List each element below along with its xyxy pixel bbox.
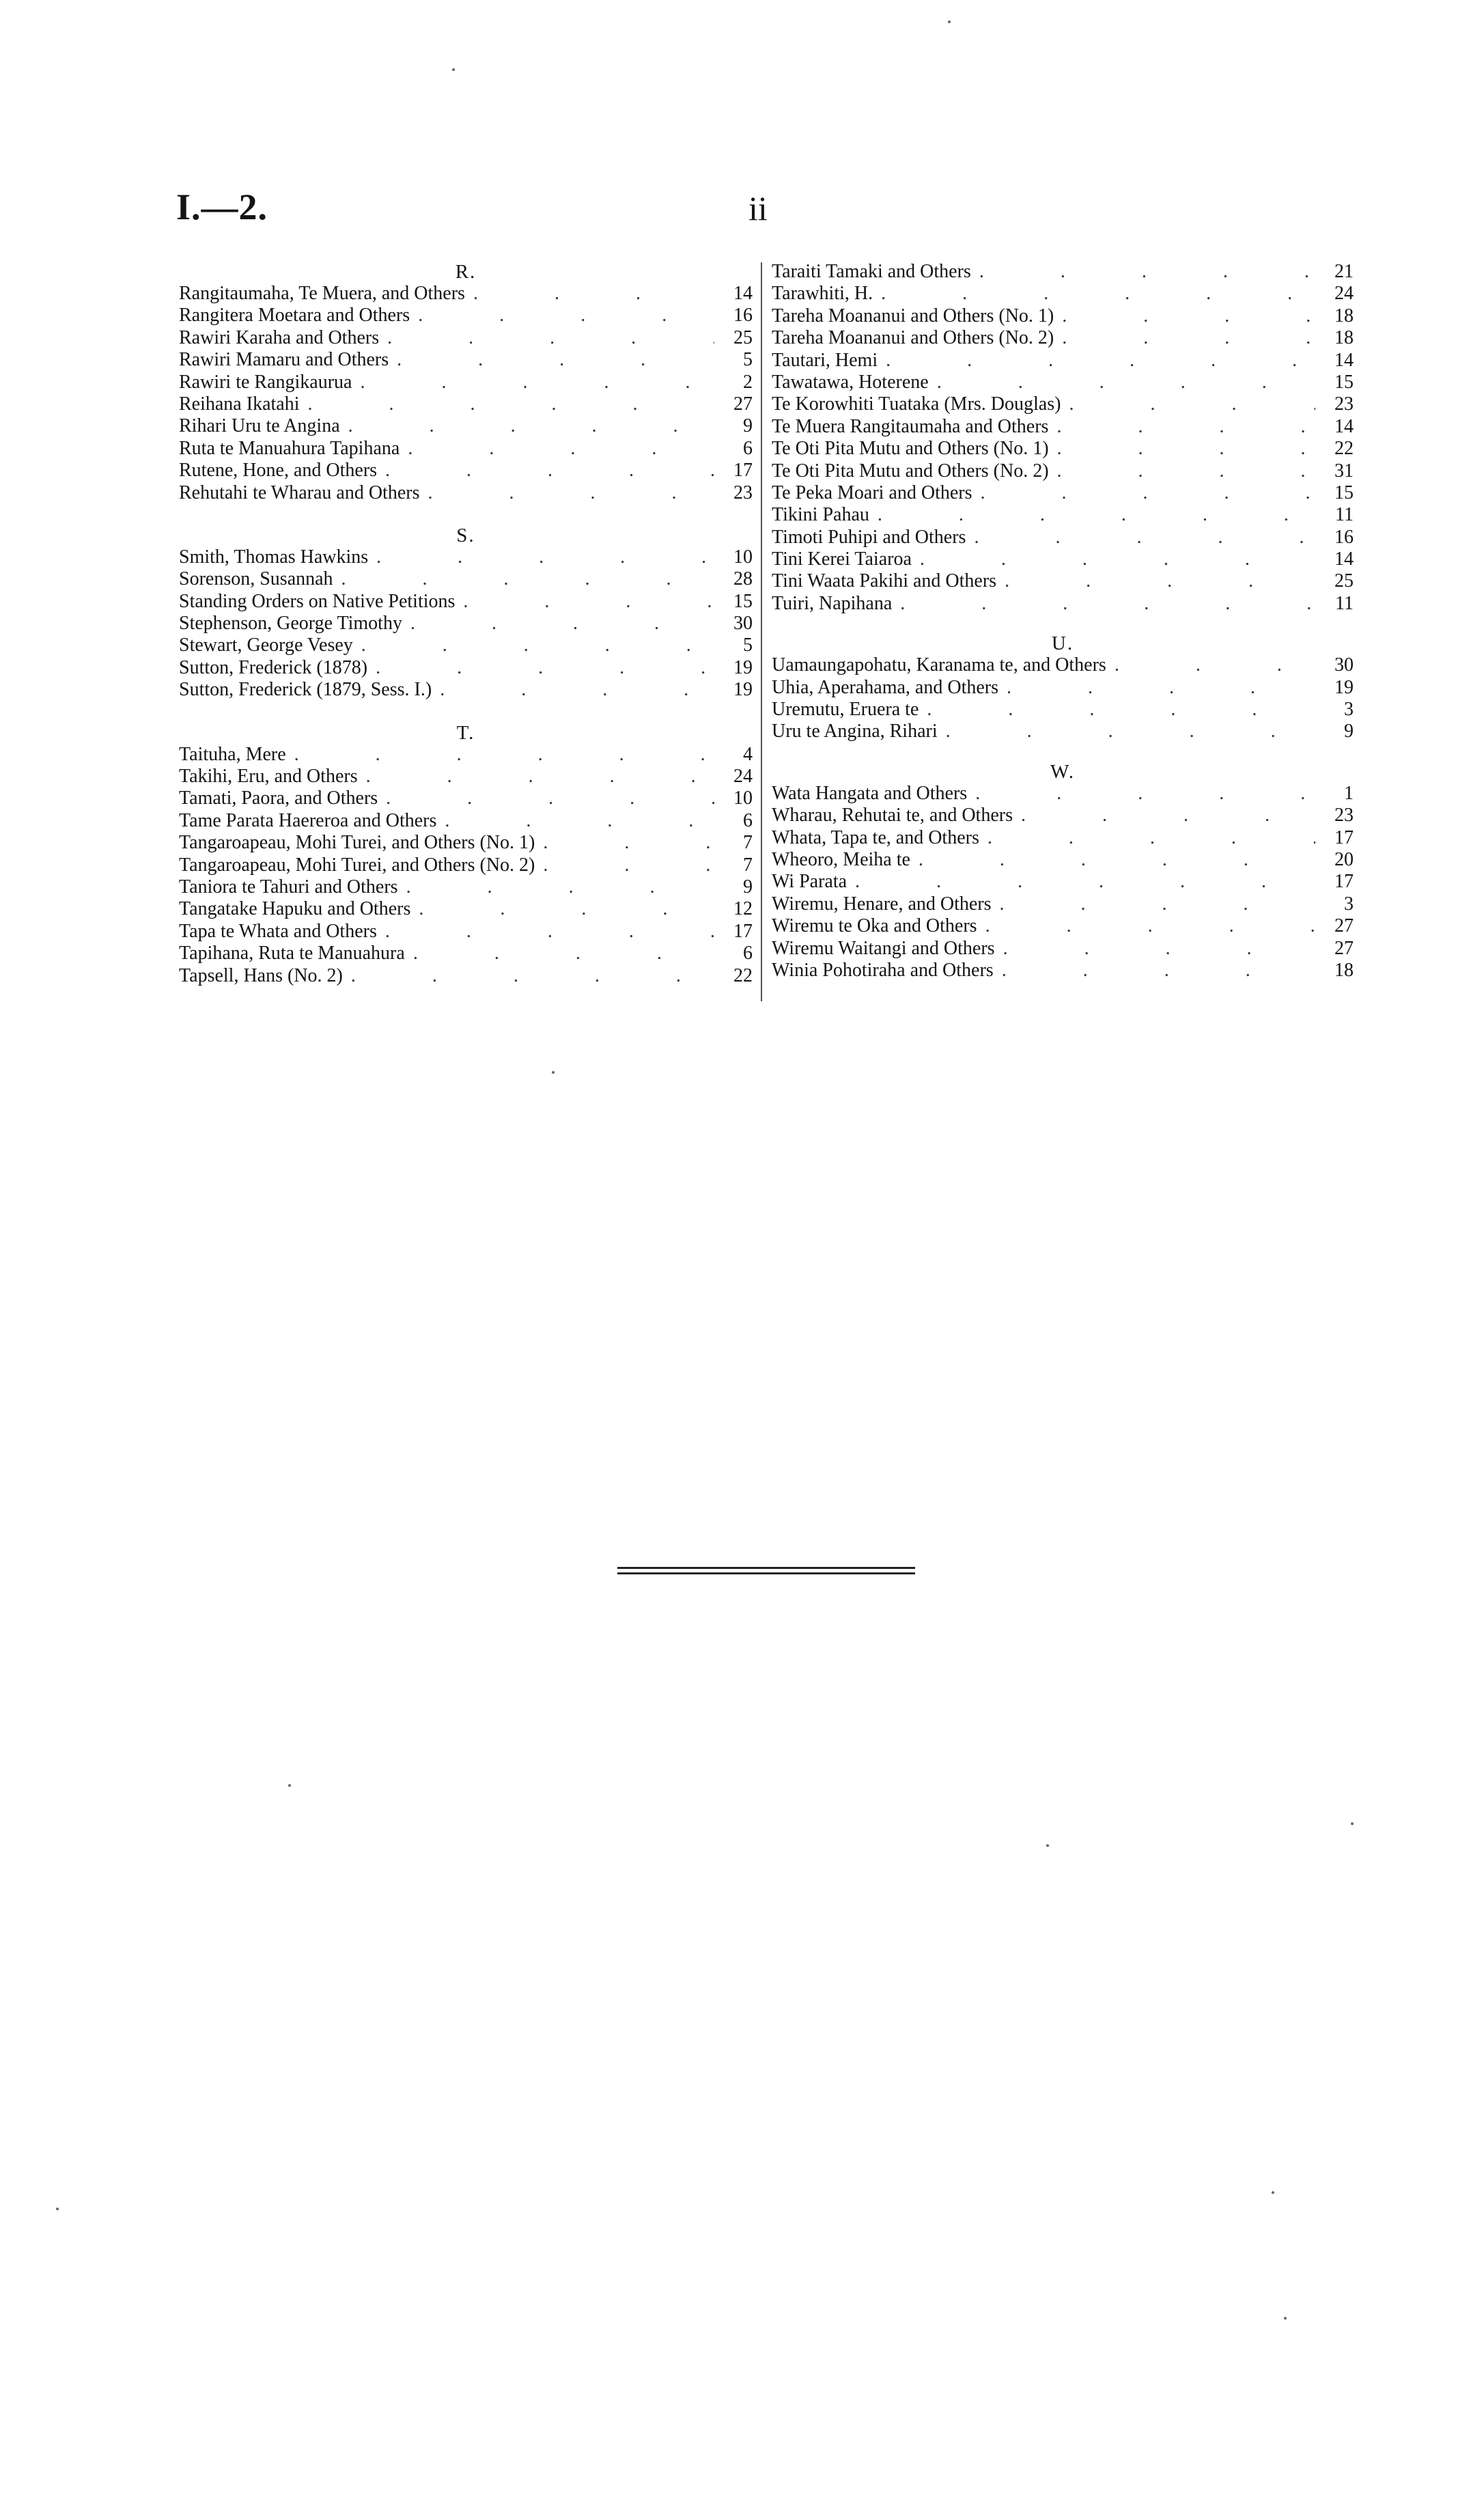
- entry-page-number: 10: [733, 546, 753, 568]
- entry-name: Wata Hangata and Others: [772, 782, 968, 804]
- entry-name: Rehutahi te Wharau and Others: [179, 482, 420, 503]
- entry-name: Timoti Puhipi and Others: [772, 526, 966, 548]
- entry-page-number: 23: [1334, 393, 1354, 415]
- entry-page-number: 19: [733, 656, 753, 678]
- index-entry: [179, 349, 753, 371]
- entry-page-number: 17: [1334, 826, 1354, 848]
- index-entry: [179, 744, 753, 766]
- entry-page-number: 15: [1334, 482, 1354, 503]
- entry-page-number: 27: [1334, 937, 1354, 959]
- entry-name: Uamaungapohatu, Karanama te, and Others: [772, 654, 1106, 676]
- entry-name: Takihi, Eru, and Others: [179, 766, 358, 788]
- index-entry: [772, 416, 1354, 438]
- entry-name: Rawiri Karaha and Others: [179, 326, 380, 348]
- index-entry: [179, 591, 753, 613]
- index-entry: [772, 915, 1354, 937]
- entry-name: Tareha Moananui and Others (No. 1): [772, 305, 1054, 326]
- entry-name: Stewart, George Vesey: [179, 635, 353, 656]
- dot-leader: [1054, 305, 1315, 327]
- entry-page-number: 18: [1334, 305, 1354, 326]
- entry-page-number: 6: [743, 437, 753, 459]
- entry-name: Tareha Moananui and Others (No. 2): [772, 327, 1054, 349]
- entry-name: Rawiri te Rangikaurua: [179, 371, 352, 393]
- index-entry: [772, 261, 1354, 283]
- index-entry: [772, 350, 1354, 372]
- entry-name: Tikini Pahau: [772, 504, 869, 526]
- index-entry: [772, 654, 1354, 676]
- dot-leader: [873, 283, 1315, 305]
- entry-page-number: 6: [743, 809, 753, 831]
- scan-speck: [948, 20, 951, 23]
- entry-page-number: 24: [1334, 283, 1354, 305]
- scan-speck: [56, 2208, 59, 2210]
- index-left-column: [179, 261, 753, 987]
- entry-page-number: 21: [1334, 261, 1354, 282]
- dot-leader: [367, 657, 714, 679]
- entry-page-number: 19: [733, 679, 753, 701]
- entry-page-number: 17: [733, 920, 753, 942]
- dot-leader: [979, 827, 1315, 849]
- entry-page-number: 2: [743, 371, 753, 393]
- index-right-column: [772, 261, 1354, 982]
- entry-name: Te Peka Moari and Others: [772, 482, 972, 503]
- entry-page-number: 20: [1334, 848, 1354, 870]
- scan-speck: [1046, 1844, 1049, 1847]
- index-entry: [179, 482, 753, 504]
- index-entry: [772, 372, 1354, 393]
- index-entry: [772, 938, 1354, 960]
- entry-name: Uremutu, Eruera te: [772, 699, 919, 721]
- closing-rule-top: [617, 1567, 915, 1569]
- entry-page-number: 27: [1334, 915, 1354, 937]
- entry-page-number: 18: [1334, 959, 1354, 981]
- entry-name: Te Muera Rangitaumaha and Others: [772, 415, 1049, 437]
- entry-name: Winia Pohotiraha and Others: [772, 959, 994, 981]
- dot-leader: [402, 613, 714, 635]
- entry-page-number: 11: [1335, 504, 1354, 526]
- dot-leader: [912, 548, 1315, 570]
- entry-name: Rawiri Mamaru and Others: [179, 349, 389, 371]
- dot-leader: [910, 849, 1315, 871]
- dot-leader: [432, 679, 714, 701]
- index-entry: [179, 460, 753, 482]
- dot-leader: [419, 482, 714, 504]
- dot-leader: [410, 305, 714, 326]
- section-letter-heading: U.: [1051, 632, 1074, 655]
- entry-page-number: 7: [743, 854, 753, 876]
- dot-leader: [1061, 393, 1315, 415]
- entry-name: Tamati, Paora, and Others: [179, 788, 378, 809]
- entry-page-number: 15: [1334, 371, 1354, 393]
- section-spacer: [772, 743, 1354, 761]
- dot-leader: [436, 810, 714, 832]
- entry-name: Wharau, Rehutai te, and Others: [772, 805, 1013, 826]
- index-entry: [179, 327, 753, 349]
- entry-page-number: 24: [733, 766, 753, 788]
- index-entry: [179, 832, 753, 854]
- entry-name: Tawatawa, Hoterene: [772, 371, 929, 393]
- dot-leader: [1049, 438, 1315, 460]
- entry-page-number: 27: [733, 393, 753, 415]
- entry-name: Whata, Tapa te, and Others: [772, 826, 979, 848]
- entry-name: Rihari Uru te Angina: [179, 415, 340, 437]
- entry-name: Smith, Thomas Hawkins: [179, 546, 369, 568]
- dot-leader: [410, 898, 714, 920]
- index-entry: [772, 527, 1354, 548]
- index-entry: [772, 827, 1354, 849]
- index-entry: [179, 657, 753, 679]
- entry-name: Tarawhiti, H.: [772, 283, 873, 305]
- dot-leader: [892, 593, 1315, 615]
- entry-name: Wiremu, Henare, and Others: [772, 893, 992, 915]
- index-entry: [179, 679, 753, 701]
- index-entry: [772, 849, 1354, 871]
- entry-page-number: 12: [733, 898, 753, 920]
- index-entry: [772, 960, 1354, 982]
- index-entry: [772, 460, 1354, 482]
- dot-leader: [938, 721, 1315, 742]
- entry-page-number: 9: [743, 415, 753, 437]
- entry-page-number: 17: [1334, 871, 1354, 893]
- index-entry: [772, 283, 1354, 305]
- entry-page-number: 5: [743, 635, 753, 656]
- section-spacer: [179, 701, 753, 722]
- dot-leader: [996, 570, 1315, 592]
- entry-name: Tini Kerei Taiaroa: [772, 548, 912, 570]
- dot-leader: [400, 438, 714, 460]
- entry-name: Taniora te Tahuri and Others: [179, 876, 398, 898]
- dot-leader: [1013, 805, 1315, 826]
- entry-page-number: 9: [743, 876, 753, 898]
- dot-leader: [333, 568, 714, 590]
- dot-leader: [379, 327, 714, 349]
- scan-speck: [552, 1071, 555, 1074]
- entry-page-number: 22: [733, 964, 753, 986]
- entry-name: Te Oti Pita Mutu and Others (No. 2): [772, 460, 1049, 482]
- dot-leader: [994, 960, 1315, 982]
- entry-name: Wiremu te Oka and Others: [772, 915, 977, 937]
- entry-name: Tapsell, Hans (No. 2): [179, 964, 343, 986]
- index-entry: [179, 766, 753, 788]
- entry-name: Reihana Ikatahi: [179, 393, 300, 415]
- entry-name: Te Oti Pita Mutu and Others (No. 1): [772, 438, 1049, 460]
- dot-leader: [971, 261, 1315, 283]
- entry-page-number: 31: [1334, 460, 1354, 482]
- dot-leader: [405, 943, 714, 964]
- entry-page-number: 30: [733, 613, 753, 635]
- dot-leader: [286, 744, 714, 766]
- index-entry: [179, 393, 753, 415]
- entry-page-number: 16: [733, 305, 753, 326]
- index-entry: [179, 854, 753, 876]
- dot-leader: [389, 349, 714, 371]
- index-entry: [179, 898, 753, 920]
- dot-leader: [869, 504, 1315, 526]
- entry-page-number: 5: [743, 349, 753, 371]
- dot-leader: [998, 677, 1315, 699]
- index-entry: [179, 810, 753, 832]
- dot-leader: [992, 893, 1315, 915]
- entry-page-number: 14: [1334, 349, 1354, 371]
- entry-page-number: 3: [1344, 699, 1354, 721]
- dot-leader: [847, 871, 1315, 893]
- index-entry: [772, 548, 1354, 570]
- entry-page-number: 11: [1335, 592, 1354, 614]
- entry-name: Tini Waata Pakihi and Others: [772, 570, 997, 592]
- section-letter-heading: S.: [456, 524, 475, 546]
- entry-page-number: 3: [1344, 893, 1354, 915]
- entry-name: Tame Parata Haereroa and Others: [179, 809, 437, 831]
- index-entry: [772, 721, 1354, 742]
- dot-leader: [535, 832, 714, 854]
- entry-page-number: 23: [733, 482, 753, 503]
- entry-name: Tapa te Whata and Others: [179, 920, 377, 942]
- entry-page-number: 18: [1334, 327, 1354, 349]
- entry-page-number: 14: [1334, 548, 1354, 570]
- entry-page-number: 25: [1334, 570, 1354, 592]
- index-entry: [179, 921, 753, 943]
- dot-leader: [919, 699, 1315, 721]
- entry-page-number: 14: [733, 283, 753, 304]
- entry-name: Ruta te Manuahura Tapihana: [179, 437, 400, 459]
- dot-leader: [343, 965, 714, 987]
- section-spacer: [179, 504, 753, 525]
- entry-name: Sutton, Frederick (1878): [179, 656, 368, 678]
- index-entry: [179, 943, 753, 964]
- dot-leader: [1049, 460, 1315, 482]
- dot-leader: [535, 854, 714, 876]
- entry-name: Sorenson, Susannah: [179, 568, 333, 590]
- entry-name: Uhia, Aperahama, and Others: [772, 676, 998, 698]
- entry-name: Tautari, Hemi: [772, 349, 878, 371]
- dot-leader: [299, 393, 714, 415]
- index-entry: [179, 415, 753, 437]
- entry-page-number: 9: [1344, 721, 1354, 742]
- dot-leader: [398, 876, 714, 898]
- dot-leader: [377, 460, 714, 482]
- section-letter-heading: W.: [1050, 760, 1075, 783]
- page-id: I.—2.: [176, 186, 268, 227]
- entry-name: Standing Orders on Native Petitions: [179, 590, 456, 612]
- index-entry: [179, 568, 753, 590]
- entry-name: Taituha, Mere: [179, 743, 286, 765]
- dot-leader: [1054, 327, 1315, 349]
- dot-leader: [368, 546, 714, 568]
- index-entry: [179, 438, 753, 460]
- dot-leader: [340, 415, 714, 437]
- index-entry: [772, 393, 1354, 415]
- index-entry: [772, 305, 1354, 327]
- index-entry: [179, 372, 753, 393]
- entry-name: Tangaroapeau, Mohi Turei, and Others (No. 2): [179, 854, 535, 876]
- index-entry: [772, 805, 1354, 826]
- dot-leader: [977, 915, 1315, 937]
- dot-leader: [1048, 416, 1315, 438]
- index-entry: [772, 570, 1354, 592]
- entry-page-number: 23: [1334, 805, 1354, 826]
- entry-page-number: 7: [743, 832, 753, 854]
- index-entry: [179, 305, 753, 326]
- scan-speck: [1351, 1822, 1354, 1825]
- dot-leader: [966, 527, 1315, 548]
- entry-name: Sutton, Frederick (1879, Sess. I.): [179, 679, 432, 701]
- index-entry: [772, 871, 1354, 893]
- dot-leader: [929, 372, 1315, 393]
- dot-leader: [352, 372, 714, 393]
- dot-leader: [377, 921, 714, 943]
- entry-name: Taraiti Tamaki and Others: [772, 261, 971, 282]
- entry-page-number: 28: [733, 568, 753, 590]
- index-entry: [772, 482, 1354, 504]
- entry-name: Tangaroapeau, Mohi Turei, and Others (No. 1): [179, 832, 535, 854]
- index-entry: [179, 613, 753, 635]
- entry-page-number: 6: [743, 943, 753, 964]
- section-spacer: [772, 615, 1354, 632]
- index-entry: [772, 677, 1354, 699]
- entry-page-number: 1: [1344, 782, 1354, 804]
- index-entry: [772, 783, 1354, 805]
- section-letter-heading: R.: [455, 261, 477, 283]
- dot-leader: [353, 635, 714, 656]
- entry-page-number: 10: [733, 788, 753, 809]
- entry-name: Uru te Angina, Rihari: [772, 721, 938, 742]
- index-entry: [772, 504, 1354, 526]
- entry-name: Tangatake Hapuku and Others: [179, 898, 411, 920]
- dot-leader: [358, 766, 714, 788]
- entry-name: Rutene, Hone, and Others: [179, 460, 378, 482]
- dot-leader: [995, 938, 1315, 960]
- index-entry: [179, 546, 753, 568]
- index-entry: [179, 635, 753, 656]
- closing-rule-bottom: [617, 1572, 915, 1574]
- scan-speck: [288, 1784, 291, 1787]
- entry-name: Te Korowhiti Tuataka (Mrs. Douglas): [772, 393, 1061, 415]
- column-divider: [761, 262, 762, 1001]
- entry-name: Wi Parata: [772, 871, 848, 893]
- section-letter-heading: T.: [456, 721, 475, 744]
- dot-leader: [465, 283, 714, 305]
- entry-page-number: 30: [1334, 654, 1354, 676]
- index-entry: [772, 893, 1354, 915]
- entry-page-number: 25: [733, 326, 753, 348]
- page-number: ii: [748, 189, 768, 227]
- entry-name: Wiremu Waitangi and Others: [772, 937, 995, 959]
- index-entry: [772, 699, 1354, 721]
- dot-leader: [972, 482, 1315, 504]
- entry-name: Tapihana, Ruta te Manuahura: [179, 943, 405, 964]
- entry-name: Tuiri, Napihana: [772, 592, 893, 614]
- index-entry: [179, 965, 753, 987]
- scan-speck: [1284, 2317, 1287, 2320]
- index-entry: [179, 876, 753, 898]
- entry-page-number: 14: [1334, 415, 1354, 437]
- index-entry: [772, 438, 1354, 460]
- dot-leader: [878, 350, 1315, 372]
- index-entry: [772, 327, 1354, 349]
- entry-name: Stephenson, George Timothy: [179, 613, 402, 635]
- entry-name: Rangitaumaha, Te Muera, and Others: [179, 283, 465, 304]
- index-entry: [179, 788, 753, 809]
- entry-page-number: 22: [1334, 438, 1354, 460]
- scan-speck: [1272, 2191, 1274, 2194]
- scan-speck: [452, 68, 455, 71]
- dot-leader: [455, 591, 714, 613]
- entry-page-number: 15: [733, 590, 753, 612]
- entry-page-number: 19: [1334, 676, 1354, 698]
- dot-leader: [378, 788, 714, 809]
- entry-page-number: 17: [733, 460, 753, 482]
- entry-page-number: 16: [1334, 526, 1354, 548]
- dot-leader: [967, 783, 1315, 805]
- entry-page-number: 4: [743, 743, 753, 765]
- index-entry: [772, 593, 1354, 615]
- dot-leader: [1106, 654, 1315, 676]
- entry-name: Wheoro, Meiha te: [772, 848, 910, 870]
- index-entry: [179, 283, 753, 305]
- entry-name: Rangitera Moetara and Others: [179, 305, 410, 326]
